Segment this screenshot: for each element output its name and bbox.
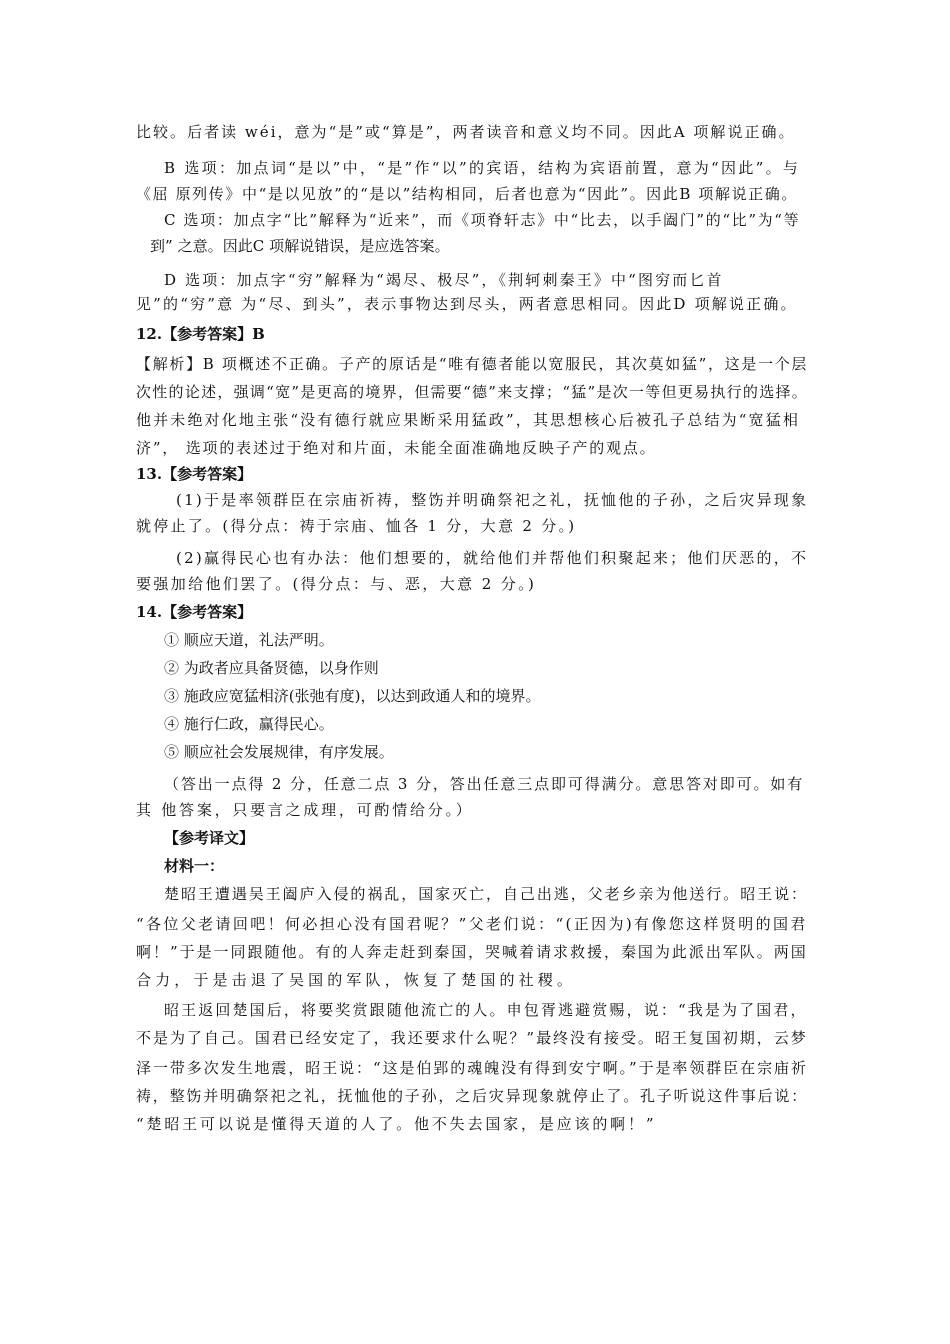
text-line: 【解析】B 项概述不正确。子产的原话是“唯有德者能以宽服民，其次莫如猛”，这是一个层 [136, 355, 809, 373]
text-line: 就停止了。(得分点：祷于宗庙、恤各 1 分，大意 2 分。) [136, 517, 577, 535]
list-item: ④ 施行仁政，赢得民心。 [164, 715, 334, 733]
text-line: 合力，于是击退了吴国的军队，恢复了楚国的社稷。 [136, 971, 576, 989]
list-item: ⑤ 顺应社会发展规律，有序发展。 [164, 743, 394, 761]
text-line: 济”， 选项的表述过于绝对和片面，未能全面准确地反映子产的观点。 [136, 439, 657, 457]
material-heading: 材料一： [164, 857, 225, 875]
text-line: 《屈 原列传》中“是以见放”的“是以”结构相同，后者也意为“因此”。因此B 项解说正确。 [136, 185, 798, 203]
section-heading-14: 14.【参考答案】 [136, 603, 253, 621]
text-line: “楚昭王可以说是懂得天道的人了。他不失去国家，是应该的啊！” [136, 1115, 657, 1133]
text-line: 啊！”于是一同跟随他。有的人奔走赶到秦国，哭喊着请求救援，秦国为此派出军队。两国 [136, 943, 808, 961]
text-line: 泽一带多次发生地震，昭王说：“这是伯郢的魂魄没有得到安宁啊。”于是率领群臣在宗庙祈 [136, 1059, 808, 1077]
section-heading-12: 12.【参考答案】B [136, 325, 265, 343]
translation-heading: 【参考译文】 [164, 829, 255, 847]
list-item: ③ 施政应宽猛相济(张弛有度)，以达到政通人和的境界。 [164, 687, 541, 705]
text-line: D 选项：加点字“穷”解释为“竭尽、极尽”，《荆轲刺秦王》中“图穷而匕首 [164, 271, 724, 289]
text-line: (2)赢得民心也有办法：他们想要的，就给他们并帮他们积聚起来；他们厌恶的，不 [176, 549, 809, 567]
text-line: (1)于是率领群臣在宗庙祈祷，整饬并明确祭祀之礼，抚恤他的子孙，之后灾异现象 [176, 491, 809, 509]
text-line: 其 他答案，只要言之成理，可酌情给分。） [136, 801, 474, 819]
text-line: 到” 之意。因此C 项解说错误，是应选答案。 [150, 237, 450, 255]
section-heading-13: 13.【参考答案】 [136, 465, 253, 483]
text-line: （答出一点得 2 分，任意二点 3 分，答出任意三点即可得满分。意思答对即可。如有 [164, 775, 805, 793]
text-line: C 选项：加点字“比”解释为“近来”，而《项脊轩志》中“比去，以手阖门”的“比”为“等 [164, 211, 801, 229]
text-line: 不是为了自己。国君已经安定了，我还要求什么呢？”最终没有接受。昭王复国初期，云梦 [136, 1029, 808, 1047]
text-line: 要强加给他们罢了。(得分点：与、恶，大意 2 分。) [136, 575, 537, 593]
text-line: 他并未绝对化地主张“没有德行就应果断采用猛政”，其思想核心后被孔子总结为“宽猛相 [136, 411, 801, 429]
text-line: 见”的“穷”意 为“尽、到头”，表示事物达到尽头，两者意思相同。因此D 项解说正确。 [136, 295, 798, 313]
text-line: 次性的论述，强调“宽”是更高的境界，但需要“德”来支撑；“猛”是次一等但更易执行的选择。 [136, 383, 809, 401]
text-line: 比较。后者读 wéi，意为“是”或“算是”，两者读音和意义均不同。因此A 项解说正确。 [136, 123, 796, 141]
text-line: “各位父老请回吧！何必担心没有国君呢？”父老们说：“(正因为)有像您这样贤明的国君 [136, 915, 808, 933]
text-line: B 选项：加点词“是以”中，“是”作“以”的宾语，结构为宾语前置，意为“因此”。与 [164, 159, 801, 177]
text-line: 楚昭王遭遇吴王阖庐入侵的祸乱，国家灭亡，自己出逃，父老乡亲为他送行。昭王说： [164, 885, 808, 903]
list-item: ① 顺应天道，礼法严明。 [164, 631, 334, 649]
text-line: 祷，整饬并明确祭祀之礼，抚恤他的子孙，之后灾异现象就停止了。孔子听说这件事后说： [136, 1087, 809, 1105]
text-line: 昭王返回楚国后，将要奖赏跟随他流亡的人。申包胥逃避赏赐，说：“我是为了国君， [164, 1001, 808, 1019]
list-item: ② 为政者应具备贤德，以身作则 [164, 659, 379, 677]
